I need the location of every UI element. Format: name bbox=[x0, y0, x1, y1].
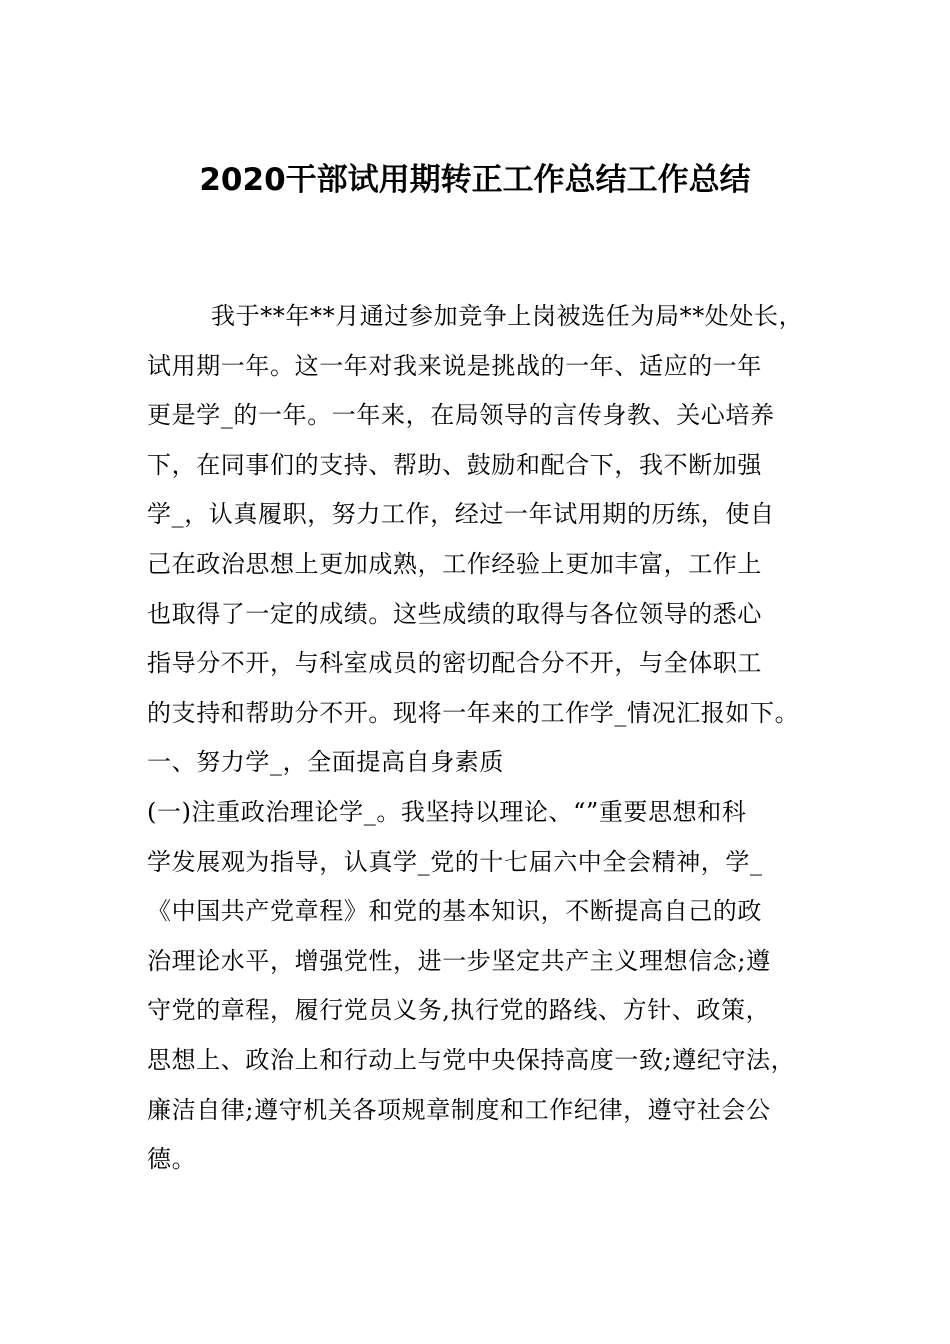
paragraph-line: 学_，认真履职，努力工作，经过一年试用期的历练，使自 bbox=[147, 500, 775, 529]
paragraph-line: 也取得了一定的成绩。这些成绩的取得与各位领导的悉心 bbox=[147, 599, 762, 628]
paragraph-line: 我于**年**月通过参加竞争上岗被选任为局**处处长， bbox=[211, 302, 804, 330]
paragraph-line: 治理论水平，增强党性，进一步坚定共产主义理想信念;遵 bbox=[147, 946, 771, 975]
paragraph-line: 《中国共产党章程》和党的基本知识，不断提高自己的政 bbox=[147, 897, 762, 926]
document-body bbox=[147, 292, 827, 1185]
paragraph-line: 学发展观为指导，认真学_党的十七届六中全会精神，学_ bbox=[147, 847, 763, 876]
subsection-line: (一)注重政治理论学_。我坚持以理论、“”重要思想和科 bbox=[147, 797, 747, 826]
paragraph-line: 德。 bbox=[147, 1145, 197, 1174]
paragraph-line: 廉洁自律;遵守机关各项规章制度和工作纪律，遵守社会公 bbox=[147, 1095, 771, 1124]
paragraph-line: 思想上、政治上和行动上与党中央保持高度一致;遵纪守法， bbox=[147, 1045, 796, 1074]
paragraph-line: 下，在同事们的支持、帮助、鼓励和配合下，我不断加强 bbox=[147, 450, 762, 479]
section-heading: 一、努力学_，全面提高自身素质 bbox=[147, 748, 504, 777]
paragraph-line: 更是学_的一年。一年来，在局领导的言传身教、关心培养 bbox=[147, 401, 775, 430]
paragraph-line: 试用期一年。这一年对我来说是挑战的一年、适应的一年 bbox=[147, 351, 762, 380]
document-title: 2020干部试用期转正工作总结工作总结 bbox=[199, 162, 751, 198]
paragraph-line: 指导分不开，与科室成员的密切配合分不开，与全体职工 bbox=[147, 649, 762, 678]
paragraph-line: 己在政治思想上更加成熟，工作经验上更加丰富，工作上 bbox=[147, 549, 762, 578]
paragraph-line: 的支持和帮助分不开。现将一年来的工作学_情况汇报如下。 bbox=[147, 698, 800, 727]
paragraph-line: 守党的章程，履行党员义务,执行党的路线、方针、政策， bbox=[147, 996, 771, 1025]
